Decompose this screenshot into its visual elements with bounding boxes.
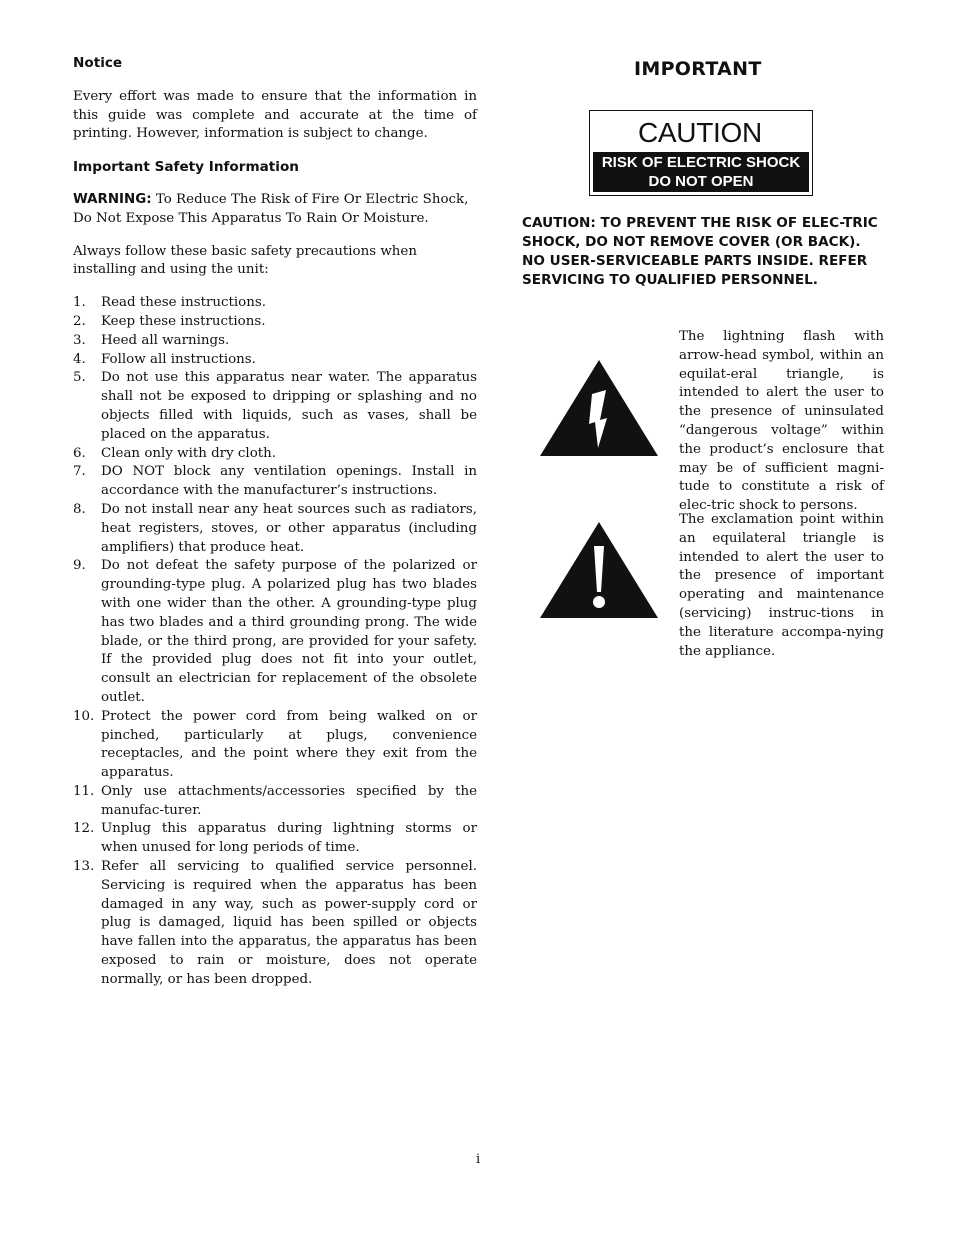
list-item-text: Refer all servicing to qualified service personnel. Servicing is required when the apparatus has been damaged in any way, such as power-supply cord or plug is damaged, liquid has been spilled or objects have fallen into the apparatus, the apparatus has been exposed to rain or moisture, does not operate normally, or has been dropped. bbox=[101, 859, 477, 987]
list-item-number: 13. bbox=[73, 859, 95, 875]
list-item-text: DO NOT block any ventilation openings. Install in accordance with the manufacturer’s instructions. bbox=[101, 464, 477, 499]
important-title: IMPORTANT bbox=[634, 58, 762, 80]
list-item-text: Follow all instructions. bbox=[101, 351, 256, 367]
list-item-text: Do not install near any heat sources such as radiators, heat registers, stoves, or other apparatus (including amplifiers) that produce heat. bbox=[101, 501, 477, 555]
list-item bbox=[73, 557, 477, 707]
safety-instructions-list bbox=[73, 294, 477, 989]
left-column bbox=[73, 54, 477, 990]
list-item-number: 10. bbox=[73, 708, 95, 724]
warning-label: WARNING: bbox=[73, 191, 152, 207]
list-item-text: Protect the power cord from being walked on or pinched, particularly at plugs, convenience receptacles, and the point where they exit from the apparatus. bbox=[101, 708, 477, 781]
exclamation-triangle-icon bbox=[540, 522, 658, 622]
list-item bbox=[73, 783, 477, 821]
caution-band bbox=[593, 152, 809, 192]
list-item-number: 7. bbox=[73, 464, 86, 480]
caution-label-box bbox=[589, 110, 813, 196]
warning-paragraph bbox=[73, 191, 477, 229]
list-item bbox=[73, 858, 477, 990]
safety-heading: Important Safety Information bbox=[73, 159, 299, 176]
list-item-text: Unplug this apparatus during lightning storms or when unused for long periods of time. bbox=[101, 821, 477, 856]
list-item bbox=[73, 369, 477, 444]
list-item-text: Heed all warnings. bbox=[101, 332, 230, 348]
list-item bbox=[73, 501, 477, 557]
list-item-number: 4. bbox=[73, 351, 86, 367]
safety-intro: Always follow these basic safety precautions when installing and using the unit: bbox=[73, 243, 417, 278]
list-item-text: Only use attachments/accessories specified by the manufac-turer. bbox=[101, 783, 477, 818]
list-item bbox=[73, 445, 477, 464]
list-item bbox=[73, 820, 477, 858]
list-item-text: Keep these instructions. bbox=[101, 313, 266, 329]
caution-statement: CAUTION: TO PREVENT THE RISK OF ELEC-TRIC SHOCK, DO NOT REMOVE COVER (OR BACK). NO USER-SERVICEABLE PARTS INSIDE. REFER SERVICING TO QUALIFIED PERSONNEL. bbox=[522, 215, 878, 288]
list-item-number: 8. bbox=[73, 501, 86, 517]
caution-word: CAUTION bbox=[638, 117, 762, 148]
page-number: i bbox=[476, 1152, 481, 1167]
list-item bbox=[73, 313, 477, 332]
exclamation-description: The exclamation point within an equilateral triangle is intended to alert the user to the presence of important operating and maintenance (servicing) instruc-tions in the literature accompa-nying the appliance. bbox=[679, 512, 884, 659]
list-item-number: 12. bbox=[73, 821, 95, 837]
list-item bbox=[73, 294, 477, 313]
list-item-text: Clean only with dry cloth. bbox=[101, 445, 277, 461]
lightning-triangle-icon bbox=[540, 360, 658, 460]
list-item bbox=[73, 351, 477, 370]
list-item-number: 3. bbox=[73, 332, 86, 348]
lightning-description: The lightning flash with arrow-head symbol, within an equilat-eral triangle, is intended to alert the user to the presence of uninsulated “dangerous voltage” within the product’s enclosure that may be of sufficient magni-tude to constitute a risk of elec-tric shock to persons. bbox=[679, 329, 884, 514]
list-item bbox=[73, 708, 477, 783]
caution-band-line1: RISK OF ELECTRIC SHOCK bbox=[601, 154, 801, 171]
notice-heading: Notice bbox=[73, 55, 123, 71]
list-item-text: Do not use this apparatus near water. The apparatus shall not be exposed to dripping or splashing and no objects filled with liquids, such as vases, shall be placed on the apparatus. bbox=[101, 370, 477, 442]
list-item-number: 1. bbox=[73, 295, 86, 311]
list-item-number: 9. bbox=[73, 558, 86, 574]
list-item-text: Do not defeat the safety purpose of the polarized or grounding-type plug. A polarized plug has two blades with one wider than the other. A grounding-type plug has two blades and a third grounding prong. The wide blade, or the third prong, are provided for your safety. If the provided plug does not fit into your outlet, consult an electrician for replacement of the obsolete outlet. bbox=[101, 558, 477, 705]
list-item-text: Read these instructions. bbox=[101, 295, 266, 311]
list-item-number: 5. bbox=[73, 370, 86, 386]
caution-band-line2: DO NOT OPEN bbox=[648, 173, 754, 190]
list-item bbox=[73, 332, 477, 351]
list-item-number: 11. bbox=[73, 783, 95, 799]
list-item bbox=[73, 463, 477, 501]
list-item-number: 2. bbox=[73, 313, 86, 329]
warning-text: To Reduce The Risk of Fire Or Electric Shock, Do Not Expose This Apparatus To Rain Or Moisture. bbox=[73, 191, 469, 226]
notice-text: Every effort was made to ensure that the information in this guide was complete and accurate at the time of printing. However, information is subject to change. bbox=[73, 88, 477, 142]
list-item-number: 6. bbox=[73, 445, 86, 461]
